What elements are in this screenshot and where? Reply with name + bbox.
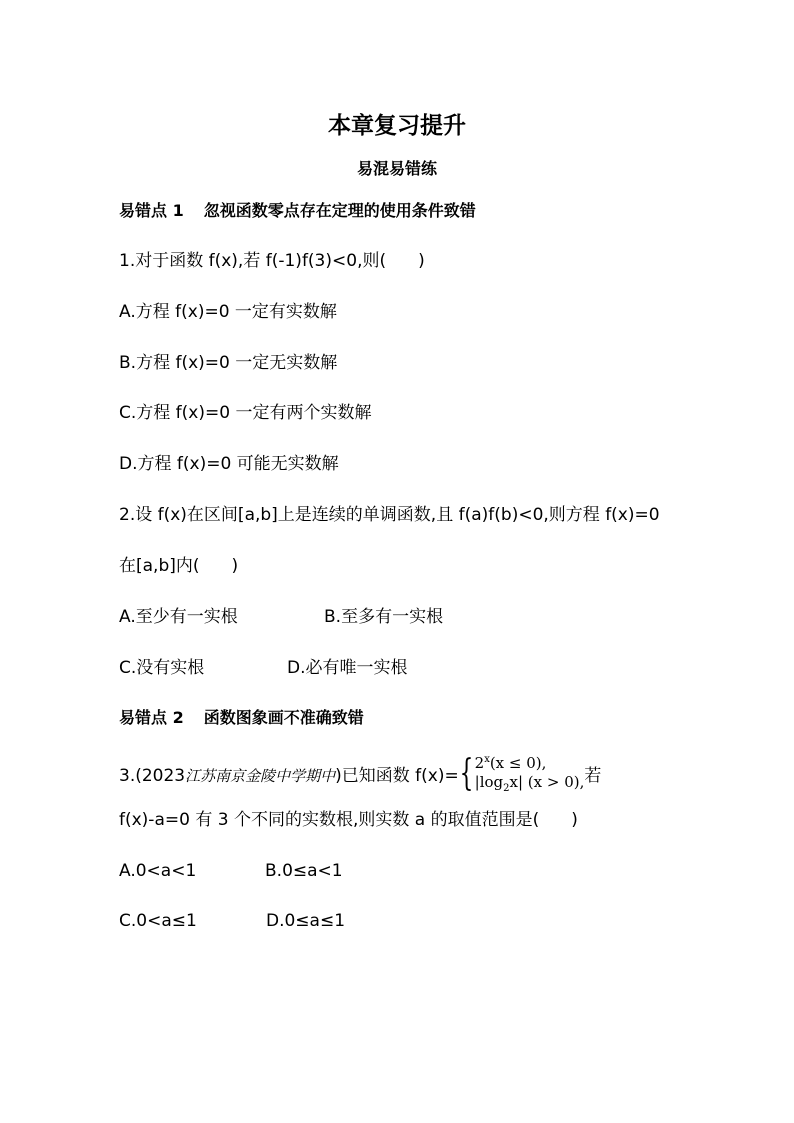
section-title: 忽视函数零点存在定理的使用条件致错 <box>203 201 476 220</box>
left-brace: { <box>459 753 474 794</box>
question-3-stem-line2 <box>119 808 578 832</box>
section-label: 易错点 2 <box>119 708 184 727</box>
answer-paren-close: ) <box>231 556 239 576</box>
piecewise-case-1: $2^x(x \le 0)$, <box>474 754 547 772</box>
section-heading-1 <box>119 199 476 223</box>
piecewise-function <box>459 750 585 798</box>
question-2-option-d: D.必有唯一实根 <box>287 658 408 678</box>
answer-paren-close: ) <box>418 251 425 271</box>
answer-paren-close: ) <box>571 810 578 830</box>
question-3-options-row1 <box>119 859 343 883</box>
question-text-continued: 若 <box>584 766 602 786</box>
question-text: 在[a,b]内( <box>119 556 200 576</box>
page-subtitle: 易混易错练 <box>356 159 437 178</box>
question-2-option-b: B.至多有一实根 <box>324 607 444 627</box>
question-2-options-row2 <box>119 656 408 680</box>
question-2-options-row1 <box>119 605 444 629</box>
question-3-options-row2 <box>119 909 346 933</box>
question-3-stem-line1 <box>119 752 601 800</box>
question-1-option-c: C.方程 f(x)=0 一定有两个实数解 <box>119 403 372 423</box>
page-title: 本章复习提升 <box>328 113 466 139</box>
question-text: 1.对于函数 f(x),若 f(-1)f(3)<0,则( <box>119 251 387 271</box>
question-3-option-d: D.0≤a≤1 <box>266 911 346 931</box>
question-text: )已知函数 f(x)= <box>335 766 459 786</box>
question-text: f(x)-a=0 有 3 个不同的实数根,则实数 a 的取值范围是( <box>119 810 540 830</box>
question-1-option-a: A.方程 f(x)=0 一定有实数解 <box>119 302 337 322</box>
question-2-stem-line1: 2.设 f(x)在区间[a,b]上是连续的单调函数,且 f(a)f(b)<0,则方程 f(x)=0 <box>119 505 660 525</box>
question-3-option-a: A.0<a<1 <box>119 861 197 881</box>
piecewise-case-2: $|\log_2x|$ (x > 0), <box>474 773 585 794</box>
section-title: 函数图象画不准确致错 <box>203 708 364 727</box>
question-2-option-a: A.至少有一实根 <box>119 607 238 627</box>
question-3-option-b: B.0≤a<1 <box>265 861 343 881</box>
question-3-option-c: C.0<a≤1 <box>119 911 197 931</box>
question-2-option-c: C.没有实根 <box>119 658 205 678</box>
section-label: 易错点 1 <box>119 201 184 220</box>
question-2-stem-line2 <box>119 554 238 578</box>
question-1-stem <box>119 249 425 273</box>
question-1-option-b: B.方程 f(x)=0 一定无实数解 <box>119 353 338 373</box>
question-source: 江苏南京金陵中学期中 <box>185 767 336 785</box>
question-1-option-d: D.方程 f(x)=0 可能无实数解 <box>119 454 339 474</box>
question-number: 3.(2023 <box>119 766 186 786</box>
section-heading-2 <box>119 706 364 730</box>
piecewise-cases <box>475 750 585 798</box>
